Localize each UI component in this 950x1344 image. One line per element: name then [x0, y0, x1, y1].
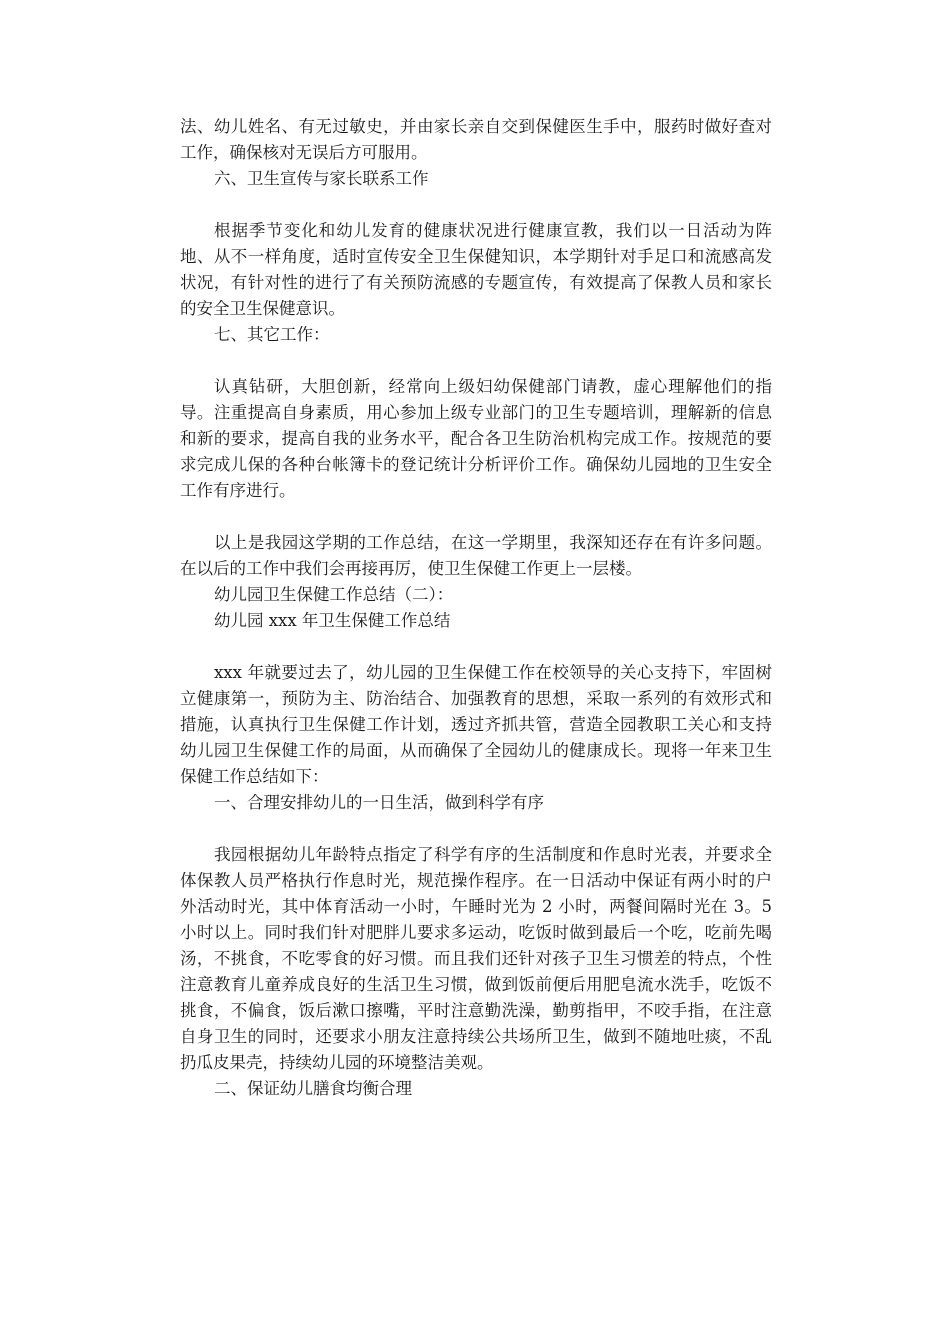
paragraph-health-education: 根据季节变化和幼儿发育的健康状况进行健康宣教，我们以一日活动为阵地、从不一样角度，适时宣传安全卫生保健知识，本学期针对手足口和流感高发状况，有针对性的进行了有关预防流感的专题宣传，有效提高了保教人员和家长的安全卫生保健意识。 [180, 221, 772, 318]
paragraph-semester-summary: 以上是我园这学期的工作总结，在这一学期里，我深知还存在有许多问题。在以后的工作中我们会再接再厉，使卫生保健工作更上一层楼。 [180, 533, 772, 578]
section-heading-health-publicity: 六、卫生宣传与家长联系工作 [214, 169, 429, 188]
paragraph-other-work: 认真钻研，大胆创新，经常向上级妇幼保健部门请教，虚心理解他们的指导。注重提高自身素质，用心参加上级专业部门的卫生专题培训，理解新的信息和新的要求，提高自我的业务水平，配合各卫生防治机构完成工作。按规范的要求完成儿保的各种台帐簿卡的登记统计分析评价工作。确保幼儿园地的卫生安全工作有序进行。 [180, 377, 772, 500]
section-heading-other-work: 七、其它工作： [214, 325, 330, 344]
document-subtitle: 幼儿园 xxx 年卫生保健工作总结 [214, 611, 451, 630]
section-heading-daily-life: 一、合理安排幼儿的一日生活，做到科学有序 [214, 793, 544, 812]
paragraph-year-intro: xxx 年就要过去了，幼儿园的卫生保健工作在校领导的关心支持下，牢固树立健康第一，预防为主、防治结合、加强教育的思想，采取一系列的有效形式和措施，认真执行卫生保健工作计划，透过齐抓共管，营造全园教职工关心和支持幼儿园卫生保健工作的局面，从而确保了全园幼儿的健康成长。现将一年来卫生保健工作总结如下： [180, 663, 772, 786]
section-heading-summary-two: 幼儿园卫生保健工作总结（二）： [214, 585, 454, 604]
paragraph-daily-schedule: 我园根据幼儿年龄特点指定了科学有序的生活制度和作息时光表，并要求全体保教人员严格执行作息时光，规范操作程序。在一日活动中保证有两小时的户外活动时光，其中体育活动一小时，午睡时光为 2 小时，两餐间隔时光在 3。5 小时以上。同时我们针对肥胖儿要求多运动，吃饭时做到最后一个吃，吃前先喝汤，不挑食，不吃零食的好习惯。而且我们还针对孩子卫生习惯差的特点，个性注意教育儿童养成良好的生活卫生习惯，做到饭前便后用肥皂流水洗手，吃饭不挑食，不偏食，饭后漱口擦嘴，平时注意勤洗澡，勤剪指甲，不咬手指，在注意自身卫生的同时，还要求小朋友注意持续公共场所卫生，做到不随地吐痰，不乱扔瓜皮果壳，持续幼儿园的环境整洁美观。 [180, 845, 772, 1072]
paragraph-medication-check: 法、幼儿姓名、有无过敏史，并由家长亲自交到保健医生手中，服药时做好查对工作，确保核对无误后方可服用。 [180, 117, 772, 162]
document-page [180, 114, 772, 1102]
section-heading-balanced-diet: 二、保证幼儿膳食均衡合理 [214, 1079, 412, 1098]
